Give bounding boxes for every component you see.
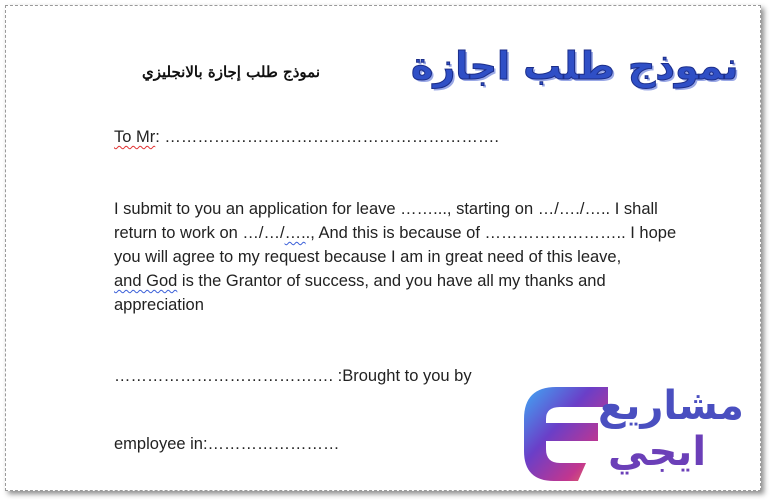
brought-by-line: …………………………………. :Brought to you by <box>114 367 472 385</box>
employee-line: employee in:…………………… <box>114 435 340 453</box>
paragraph-line-4 <box>114 269 674 293</box>
paragraph-line-2-part-a: return to work on …/…/ <box>114 224 285 242</box>
mashari3-egy-logo <box>516 379 756 487</box>
paragraph-line-2-part-b: …. <box>284 224 306 242</box>
to-line <box>114 125 499 149</box>
document-page <box>5 5 761 491</box>
to-dots: : ……………………………………………………. <box>155 128 500 146</box>
paragraph-line-5: appreciation <box>114 296 204 314</box>
paragraph-line-1: I submit to you an application for leave ……..., starting on …/…./….. I shall <box>114 200 658 218</box>
paragraph-line-4-part-a: and God <box>114 272 178 290</box>
logo-text-top: مشاريع <box>598 383 744 429</box>
arabic-subtitle: نموذج طلب إجازة بالانجليزي <box>141 63 320 81</box>
paragraph-line-3: you will agree to my request because I am in great need of this leave, <box>114 248 622 266</box>
paragraph-line-4-part-b: is the Grantor of success, and you have all my thanks and <box>177 272 606 290</box>
to-label: To Mr <box>114 128 156 146</box>
logo-text-bottom: ايجي <box>608 429 707 475</box>
arabic-title: نموذج طلب اجازة <box>411 44 739 88</box>
logo-e-shape <box>524 387 608 481</box>
paragraph-line-2-part-c: ., And this is because of …………………….. I hope <box>305 224 677 242</box>
paragraph-line-2 <box>114 221 677 245</box>
leave-request-paragraph <box>114 197 677 317</box>
